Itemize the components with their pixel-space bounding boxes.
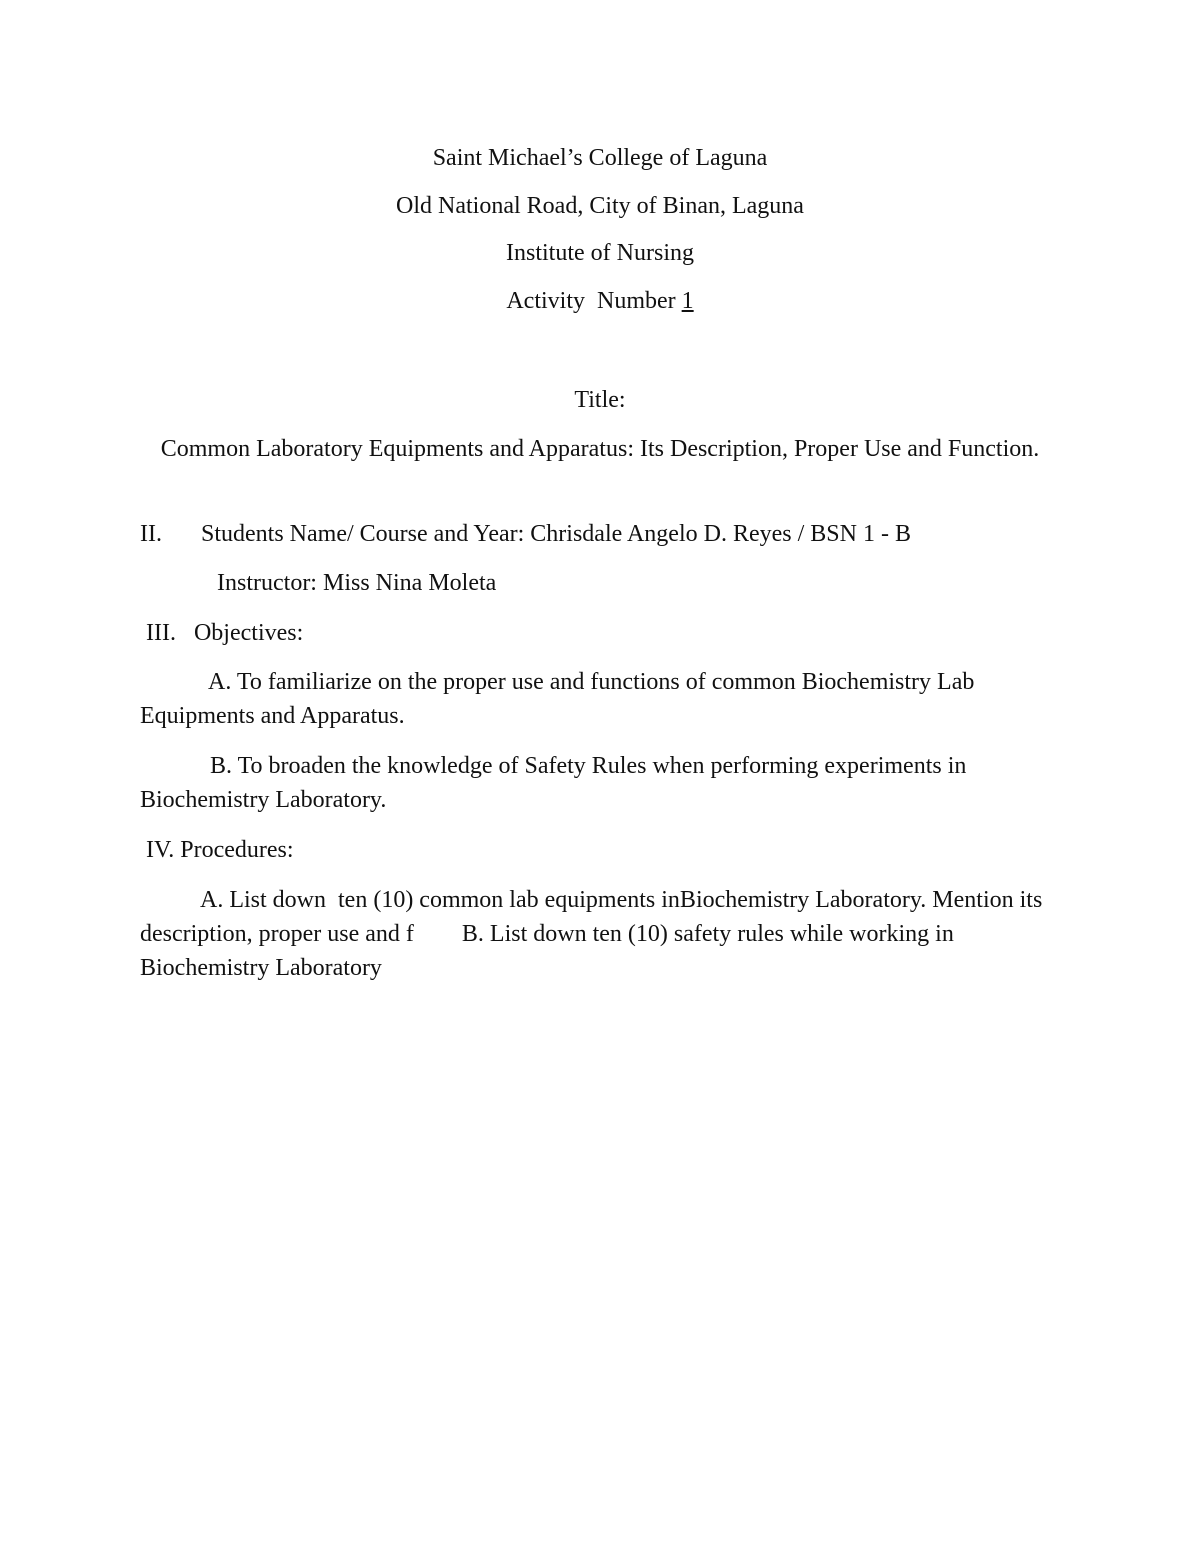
instructor-line: Instructor: Miss Nina Moleta	[217, 570, 497, 596]
college-name: Saint Michael’s College of Laguna	[432, 145, 768, 171]
objective-b: B. To broaden the knowledge of Safety Rules when performing experiments in Biochemistry Laboratory.	[140, 753, 967, 813]
title-label: Title:	[574, 387, 626, 413]
procedures-text: A. List down ten (10) common lab equipments inBiochemistry Laboratory. Mention its description, proper use and f B. List down ten (10) safety rules while working in Biochemistry Laboratory	[140, 887, 1049, 981]
students-line: Students Name/ Course and Year: Chrisdale Angelo D. Reyes / BSN 1 - B	[201, 521, 911, 547]
objective-a: A. To familiarize on the proper use and functions of common Biochemistry Lab Equipments and Apparatus.	[140, 669, 975, 729]
activity-line	[0, 284, 1200, 318]
objectives-heading: III. Objectives:	[146, 620, 304, 646]
activity-number: 1	[681, 288, 694, 314]
institute-name: Institute of Nursing	[506, 240, 694, 266]
activity-title: Common Laboratory Equipments and Apparatus: Its Description, Proper Use and Function.	[160, 436, 1040, 462]
procedures-heading: IV. Procedures:	[146, 837, 294, 863]
activity-label: Activity Number	[506, 288, 682, 314]
section-ii-numeral: II.	[140, 521, 162, 547]
college-address: Old National Road, City of Binan, Laguna	[396, 193, 804, 219]
